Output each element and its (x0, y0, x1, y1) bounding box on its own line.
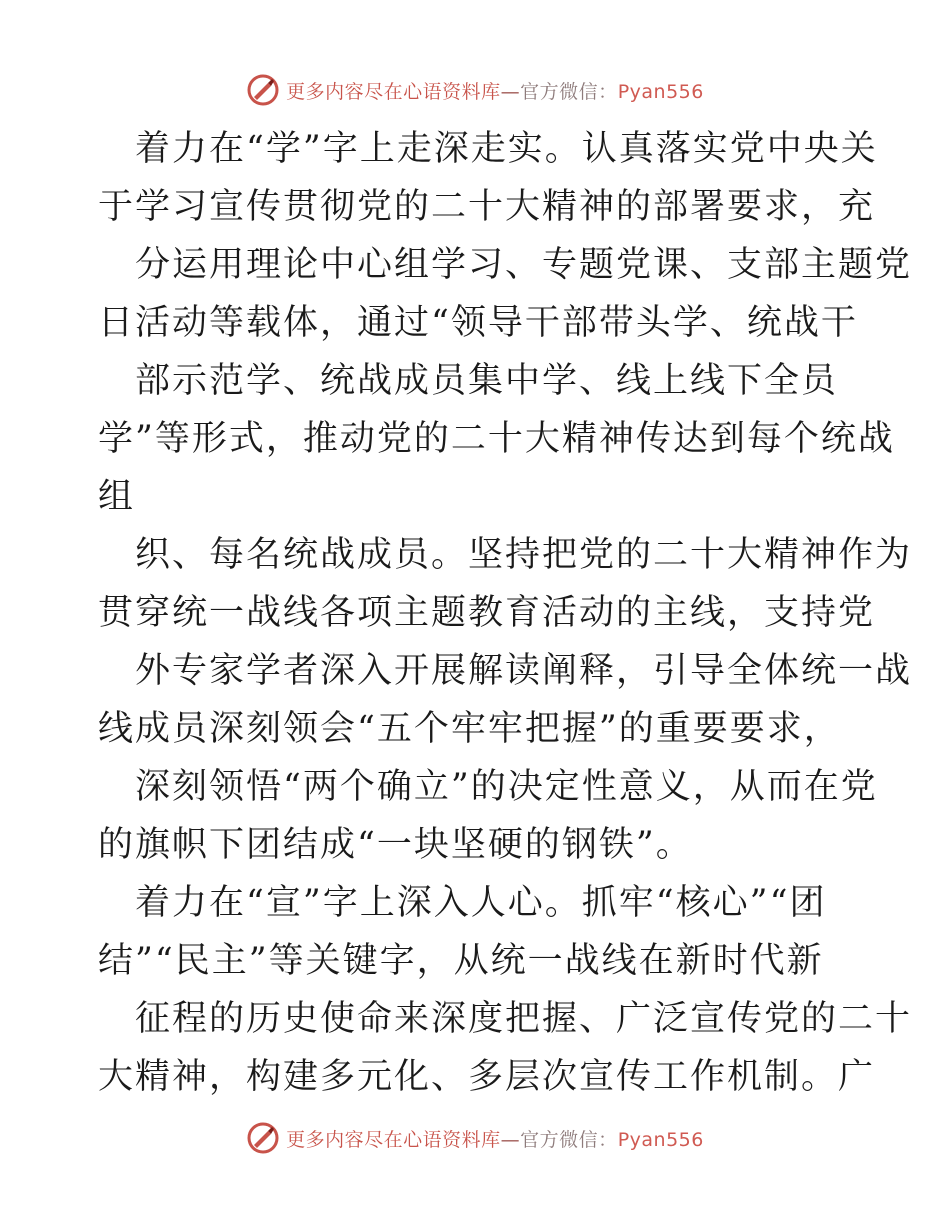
watermark-dash: — (500, 80, 521, 103)
text-line: 线成员深刻领会“五个牢牢把握”的重要要求， (98, 709, 841, 749)
text-line: 深刻领悟“两个确立”的决定性意义，从而在党 (135, 767, 878, 807)
watermark-id: Pyan556 (617, 80, 704, 103)
text-line: 外专家学者深入开展解读阐释，引导全体统一战 (135, 651, 913, 691)
watermark-id: Pyan556 (617, 1128, 704, 1151)
text-line: 的旗帜下团结成“一块坚硬的钢铁”。 (98, 825, 693, 865)
text-line: 于学习宣传贯彻党的二十大精神的部署要求，充 (98, 187, 876, 227)
footer-watermark (0, 1118, 950, 1158)
watermark-text (286, 1125, 704, 1152)
watermark-brand: 更多内容尽在心语资料库 (286, 1128, 501, 1151)
text-line: 组 (98, 477, 136, 517)
text-line: 日活动等载体，通过“领导干部带头学、统战干 (98, 303, 858, 343)
watermark-official: 官方微信： (520, 1128, 618, 1151)
header-watermark (0, 70, 950, 110)
text-line: 织、每名统战成员。坚持把党的二十大精神作为 (135, 535, 913, 575)
watermark-official: 官方微信： (520, 80, 618, 103)
text-line: 着力在“宣”字上深入人心。抓牢“核心”“团 (135, 883, 827, 923)
logo-icon (246, 73, 280, 107)
text-line: 着力在“学”字上走深走实。认真落实党中央关 (135, 129, 878, 169)
text-line: 贯穿统一战线各项主题教育活动的主线，支持党 (98, 593, 876, 633)
watermark-text (286, 77, 704, 104)
text-line: 部示范学、统战成员集中学、线上线下全员 (135, 361, 839, 401)
watermark-dash: — (500, 1128, 521, 1151)
text-line: 学”等形式，推动党的二十大精神传达到每个统战 (98, 419, 895, 459)
text-line: 大精神，构建多元化、多层次宣传工作机制。广 (98, 1057, 876, 1097)
text-line: 分运用理论中心组学习、专题党课、支部主题党 (135, 245, 913, 285)
text-line: 结”“民主”等关键字，从统一战线在新时代新 (98, 941, 824, 981)
watermark-brand: 更多内容尽在心语资料库 (286, 80, 501, 103)
text-line: 征程的历史使命来深度把握、广泛宣传党的二十 (135, 999, 913, 1039)
logo-icon (246, 1121, 280, 1155)
